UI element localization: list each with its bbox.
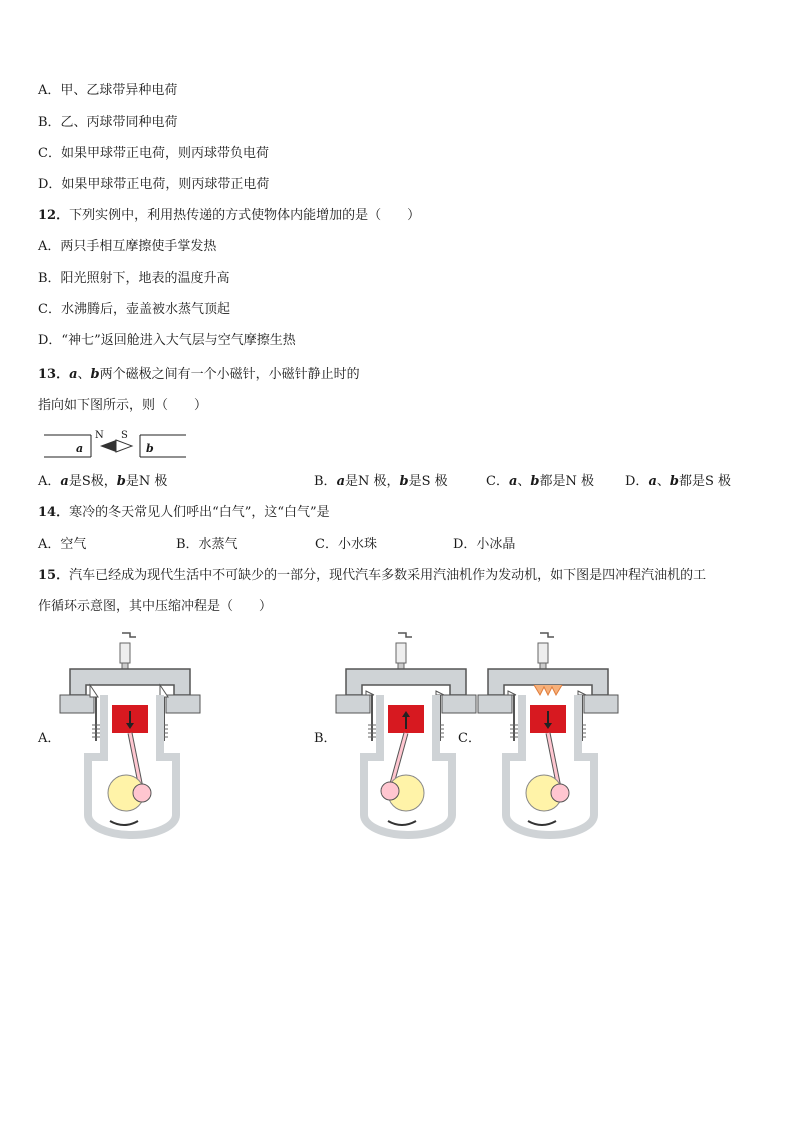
q13-stem-line1	[38, 367, 360, 383]
q13-option-d-letter: D．	[625, 474, 649, 489]
q13-stem-line2: 指向如下图所示，则（ ）	[38, 398, 208, 413]
q15-stem-line2: 作循环示意图，其中压缩冲程是（ ）	[38, 599, 273, 614]
q15-label-b: B．	[314, 731, 337, 746]
q13-number: 13．	[38, 367, 70, 382]
q14-number: 14．	[38, 505, 70, 520]
q12-option-a: A．两只手相互摩擦使手掌发热	[38, 239, 217, 254]
q14-option-c: C．小水珠	[315, 537, 377, 552]
engine-diagram-b	[336, 633, 476, 838]
q11-option-b: B．乙、丙球带同种电荷	[38, 115, 178, 130]
q15-label-a: A．	[38, 731, 61, 746]
q14-option-b: B．水蒸气	[176, 537, 238, 552]
q12-stem-text: 下列实例中，利用热传递的方式使物体内能增加的是（ ）	[69, 208, 421, 223]
q11-option-a: A．甲、乙球带异种电荷	[38, 83, 178, 98]
q11-option-d: D．如果甲球带正电荷，则丙球带正电荷	[38, 177, 270, 192]
q13-option-b	[314, 474, 448, 490]
q15-stem-text1: 汽车已经成为现代生活中不可缺少的一部分，现代汽车多数采用汽油机作为发动机，如下图是四冲程汽油机的工	[69, 568, 707, 583]
q13-option-d-p2: b	[669, 474, 679, 489]
q15-number: 15．	[38, 568, 70, 583]
q12-option-c: C．水沸腾后，壶盖被水蒸气顶起	[38, 302, 230, 317]
q14-option-a: A．空气	[38, 537, 87, 552]
q13-option-c-t2: 都是N 极	[539, 474, 595, 489]
q13-figure-label-a: a	[76, 442, 84, 455]
q13-option-a-p2: b	[116, 474, 126, 489]
q13-stem-text1: 两个磁极之间有一个小磁针，小磁针静止时的	[99, 367, 360, 382]
q13-figure-label-s: S	[121, 430, 128, 441]
q13-var-b: b	[90, 367, 100, 382]
q12-stem	[38, 208, 420, 224]
q13-sep: 、	[77, 367, 91, 382]
q13-option-d-t2: 都是S 极	[678, 474, 732, 489]
q12-number: 12．	[38, 208, 70, 223]
q14-option-d: D．小冰晶	[453, 537, 516, 552]
q13-option-b-t2: 是S 极	[408, 474, 448, 489]
engine-diagram-a	[60, 633, 200, 838]
q13-option-d-p1: a	[648, 474, 657, 489]
q11-option-c: C．如果甲球带正电荷，则丙球带负电荷	[38, 146, 269, 161]
engine-diagram-c	[478, 633, 618, 838]
q13-option-d-sep: 、	[656, 474, 670, 489]
q13-option-c-p2: b	[530, 474, 540, 489]
q13-option-b-p1: a	[336, 474, 345, 489]
q14-stem-text: 寒冷的冬天常见人们呼出“白气”，这“白气”是	[69, 505, 330, 520]
q13-option-a-t2: 是N 极	[125, 474, 168, 489]
q13-option-c-sep: 、	[517, 474, 531, 489]
q13-figure-label-n: N	[95, 430, 104, 441]
q12-option-d: D．“神七”返回舱进入大气层与空气摩擦生热	[38, 333, 296, 348]
q13-option-c	[486, 474, 594, 490]
q15-stem-line1	[38, 568, 706, 584]
q12-option-b: B．阳光照射下，地表的温度升高	[38, 271, 230, 286]
q13-option-a	[38, 474, 167, 490]
q13-option-b-p2: b	[399, 474, 409, 489]
q13-option-b-letter: B．	[314, 474, 337, 489]
q13-option-c-letter: C．	[486, 474, 509, 489]
q13-magnet-figure	[44, 428, 186, 464]
q15-label-c: C．	[458, 731, 481, 746]
q13-option-d	[625, 474, 731, 490]
q13-option-b-t1: 是N 极，	[345, 474, 400, 489]
q13-option-c-p1: a	[508, 474, 518, 489]
q13-figure-label-b: b	[146, 442, 154, 455]
q14-stem	[38, 505, 330, 521]
q13-option-a-t1: 是S极，	[68, 474, 117, 489]
q13-option-a-p1: a	[60, 474, 69, 489]
q13-var-a: a	[69, 367, 78, 382]
q13-option-a-letter: A．	[38, 474, 61, 489]
